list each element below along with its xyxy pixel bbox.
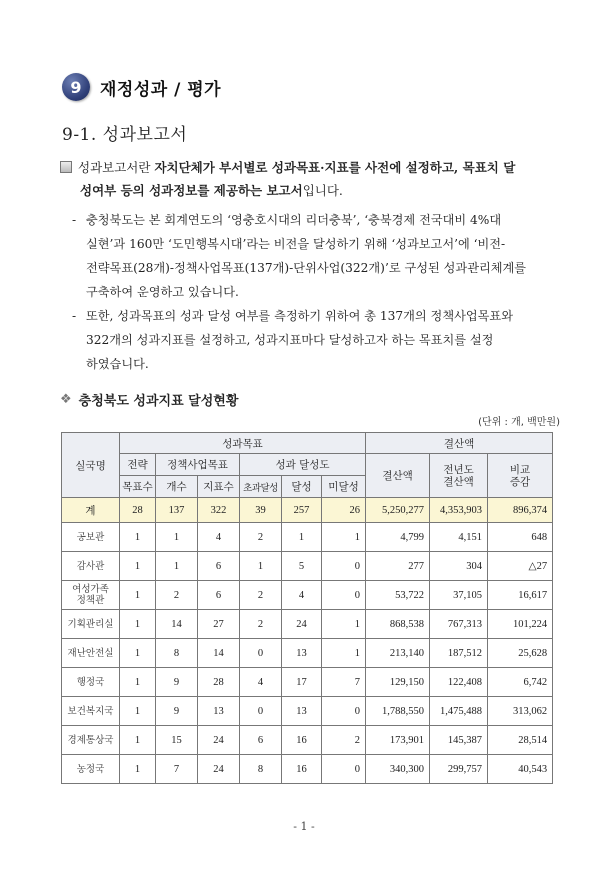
paragraph-vision bbox=[72, 208, 552, 304]
paragraph-line: 전략목표(28개)-정책사업목표(137개)-단위사업(322개)’로 구성된 성과관리체계를 bbox=[86, 261, 527, 275]
cell-settlement: 173,901 bbox=[366, 726, 430, 755]
cell-settlement: 340,300 bbox=[366, 755, 430, 784]
cell-achieved: 16 bbox=[282, 755, 322, 784]
cell-strategy: 1 bbox=[120, 639, 156, 668]
cell-dept: 기획관리실 bbox=[62, 610, 120, 639]
cell-prev: 187,512 bbox=[430, 639, 488, 668]
cell-not-achieved: 0 bbox=[322, 581, 366, 610]
cell-prev: 37,105 bbox=[430, 581, 488, 610]
table-subheading bbox=[60, 390, 238, 409]
intro-paragraph bbox=[60, 156, 560, 202]
cell-exceeded: 2 bbox=[240, 610, 282, 639]
cell-diff: 101,224 bbox=[488, 610, 553, 639]
cell-dept: 재난안전실 bbox=[62, 639, 120, 668]
cell-exceeded: 2 bbox=[240, 581, 282, 610]
cell-dept: 공보관 bbox=[62, 523, 120, 552]
total-indicators: 322 bbox=[198, 498, 240, 523]
cell-achieved: 16 bbox=[282, 726, 322, 755]
cell-settlement: 53,722 bbox=[366, 581, 430, 610]
cell-strategy: 1 bbox=[120, 726, 156, 755]
paragraph-line: 또한, 성과목표의 성과 달성 여부를 측정하기 위하여 총 137개의 정책사업목표와 bbox=[86, 309, 513, 323]
paragraph-line: 하였습니다. bbox=[86, 357, 149, 371]
cell-strategy: 1 bbox=[120, 697, 156, 726]
cell-diff: 648 bbox=[488, 523, 553, 552]
cell-policy: 1 bbox=[156, 552, 198, 581]
cell-achieved: 4 bbox=[282, 581, 322, 610]
page-number: - 1 - bbox=[293, 820, 315, 833]
total-exceeded: 39 bbox=[240, 498, 282, 523]
total-settlement: 5,250,277 bbox=[366, 498, 430, 523]
col-header-count: 개수 bbox=[156, 476, 198, 498]
cell-not-achieved: 1 bbox=[322, 639, 366, 668]
paragraph-line: 실현’과 160만 ‘도민행복시대’라는 비전을 달성하기 위해 ‘성과보고서’에 ‘비전- bbox=[86, 237, 506, 251]
cell-indicators: 27 bbox=[198, 610, 240, 639]
cell-indicators: 24 bbox=[198, 755, 240, 784]
cell-exceeded: 2 bbox=[240, 523, 282, 552]
total-not-achieved: 26 bbox=[322, 498, 366, 523]
cell-exceeded: 8 bbox=[240, 755, 282, 784]
cell-diff: 16,617 bbox=[488, 581, 553, 610]
cell-achieved: 13 bbox=[282, 697, 322, 726]
col-header-settlement: 결산액 bbox=[366, 454, 430, 498]
cell-achieved: 17 bbox=[282, 668, 322, 697]
cell-indicators: 24 bbox=[198, 726, 240, 755]
cell-settlement: 213,140 bbox=[366, 639, 430, 668]
cell-achieved: 5 bbox=[282, 552, 322, 581]
cell-policy: 14 bbox=[156, 610, 198, 639]
chapter-number-badge: 9 bbox=[62, 73, 90, 101]
col-header-indicator-count: 지표수 bbox=[198, 476, 240, 498]
unit-note: (단위 : 개, 백만원) bbox=[478, 417, 560, 428]
table-row bbox=[62, 668, 553, 697]
total-strategy: 28 bbox=[120, 498, 156, 523]
subheading-title: 충청북도 성과지표 달성현황 bbox=[78, 394, 239, 409]
cell-dept: 경제통상국 bbox=[62, 726, 120, 755]
dash-bullet: - bbox=[72, 213, 77, 227]
cell-diff: 28,514 bbox=[488, 726, 553, 755]
total-policy: 137 bbox=[156, 498, 198, 523]
cell-policy: 9 bbox=[156, 697, 198, 726]
dash-bullet: - bbox=[72, 309, 77, 323]
cell-strategy: 1 bbox=[120, 581, 156, 610]
chapter-title: 재정성과 / 평가 bbox=[100, 79, 222, 100]
cell-prev: 1,475,488 bbox=[430, 697, 488, 726]
col-header-goal-count: 목표수 bbox=[120, 476, 156, 498]
intro-pre: 성과보고서란 bbox=[78, 160, 155, 175]
col-header-exceeded: 초과달성 bbox=[240, 476, 282, 498]
intro-emphasis: 자치단체가 부서별로 성과목표·지표를 사전에 설정하고, 목표치 달 bbox=[154, 160, 516, 175]
cell-policy: 2 bbox=[156, 581, 198, 610]
col-header-goals-group: 성과목표 bbox=[120, 433, 366, 454]
cell-dept: 여성가족 정책관 bbox=[62, 581, 120, 610]
table-row bbox=[62, 610, 553, 639]
cell-indicators: 6 bbox=[198, 581, 240, 610]
performance-table bbox=[61, 432, 553, 784]
cell-not-achieved: 7 bbox=[322, 668, 366, 697]
table-row bbox=[62, 755, 553, 784]
cell-not-achieved: 0 bbox=[322, 755, 366, 784]
cell-indicators: 14 bbox=[198, 639, 240, 668]
total-prev: 4,353,903 bbox=[430, 498, 488, 523]
cell-settlement: 1,788,550 bbox=[366, 697, 430, 726]
paragraph-indicators bbox=[72, 304, 552, 376]
cell-diff: △27 bbox=[488, 552, 553, 581]
cell-achieved: 13 bbox=[282, 639, 322, 668]
table-row bbox=[62, 581, 553, 610]
cell-not-achieved: 1 bbox=[322, 610, 366, 639]
cell-exceeded: 0 bbox=[240, 697, 282, 726]
cell-prev: 767,313 bbox=[430, 610, 488, 639]
cell-achieved: 1 bbox=[282, 523, 322, 552]
cell-policy: 1 bbox=[156, 523, 198, 552]
cell-not-achieved: 1 bbox=[322, 523, 366, 552]
diamond-icon: ❖ bbox=[60, 392, 72, 407]
cell-not-achieved: 0 bbox=[322, 552, 366, 581]
square-bullet-icon bbox=[60, 161, 72, 173]
cell-policy: 15 bbox=[156, 726, 198, 755]
cell-settlement: 277 bbox=[366, 552, 430, 581]
paragraph-line: 322개의 성과지표를 설정하고, 성과지표마다 달성하고자 하는 목표치를 설정 bbox=[86, 333, 494, 347]
cell-exceeded: 0 bbox=[240, 639, 282, 668]
cell-prev: 145,387 bbox=[430, 726, 488, 755]
total-achieved: 257 bbox=[282, 498, 322, 523]
cell-policy: 9 bbox=[156, 668, 198, 697]
col-header-not-achieved: 미달성 bbox=[322, 476, 366, 498]
cell-achieved: 24 bbox=[282, 610, 322, 639]
col-header-strategy: 전략 bbox=[120, 454, 156, 476]
paragraph-line: 충청북도는 본 회계연도의 ‘영충호시대의 리더충북’, ‘충북경제 전국대비 4%대 bbox=[86, 213, 502, 227]
col-header-prev-year: 전년도 결산액 bbox=[430, 454, 488, 498]
table-row bbox=[62, 523, 553, 552]
cell-exceeded: 4 bbox=[240, 668, 282, 697]
cell-strategy: 1 bbox=[120, 755, 156, 784]
total-diff: 896,374 bbox=[488, 498, 553, 523]
col-header-achieved: 달성 bbox=[282, 476, 322, 498]
cell-prev: 4,151 bbox=[430, 523, 488, 552]
table-row bbox=[62, 697, 553, 726]
cell-settlement: 129,150 bbox=[366, 668, 430, 697]
cell-exceeded: 1 bbox=[240, 552, 282, 581]
cell-settlement: 868,538 bbox=[366, 610, 430, 639]
cell-strategy: 1 bbox=[120, 610, 156, 639]
total-label: 계 bbox=[62, 498, 120, 523]
col-header-policy: 정책사업목표 bbox=[156, 454, 240, 476]
cell-exceeded: 6 bbox=[240, 726, 282, 755]
cell-not-achieved: 0 bbox=[322, 697, 366, 726]
col-header-compare: 비교 증감 bbox=[488, 454, 553, 498]
col-header-dept: 실국명 bbox=[62, 433, 120, 498]
cell-dept: 행정국 bbox=[62, 668, 120, 697]
cell-diff: 40,543 bbox=[488, 755, 553, 784]
cell-dept: 보건복지국 bbox=[62, 697, 120, 726]
cell-strategy: 1 bbox=[120, 668, 156, 697]
cell-indicators: 6 bbox=[198, 552, 240, 581]
table-row bbox=[62, 639, 553, 668]
col-header-settlement-group: 결산액 bbox=[366, 433, 553, 454]
cell-diff: 6,742 bbox=[488, 668, 553, 697]
cell-prev: 299,757 bbox=[430, 755, 488, 784]
table-total-row bbox=[62, 498, 553, 523]
section-title: 9-1. 성과보고서 bbox=[62, 125, 188, 145]
table-row bbox=[62, 726, 553, 755]
cell-dept: 농정국 bbox=[62, 755, 120, 784]
paragraph-line: 구축하여 운영하고 있습니다. bbox=[86, 285, 239, 299]
cell-dept: 감사관 bbox=[62, 552, 120, 581]
cell-policy: 7 bbox=[156, 755, 198, 784]
table-row bbox=[62, 552, 553, 581]
cell-diff: 25,628 bbox=[488, 639, 553, 668]
cell-strategy: 1 bbox=[120, 523, 156, 552]
cell-indicators: 28 bbox=[198, 668, 240, 697]
chapter-heading bbox=[62, 72, 221, 102]
cell-prev: 122,408 bbox=[430, 668, 488, 697]
intro-line2-post: 입니다. bbox=[302, 183, 343, 198]
cell-strategy: 1 bbox=[120, 552, 156, 581]
cell-prev: 304 bbox=[430, 552, 488, 581]
cell-settlement: 4,799 bbox=[366, 523, 430, 552]
intro-line2-emphasis: 성여부 등의 성과정보를 제공하는 보고서 bbox=[80, 183, 303, 198]
cell-diff: 313,062 bbox=[488, 697, 553, 726]
cell-indicators: 4 bbox=[198, 523, 240, 552]
cell-not-achieved: 2 bbox=[322, 726, 366, 755]
cell-policy: 8 bbox=[156, 639, 198, 668]
col-header-achievement: 성과 달성도 bbox=[240, 454, 366, 476]
cell-indicators: 13 bbox=[198, 697, 240, 726]
